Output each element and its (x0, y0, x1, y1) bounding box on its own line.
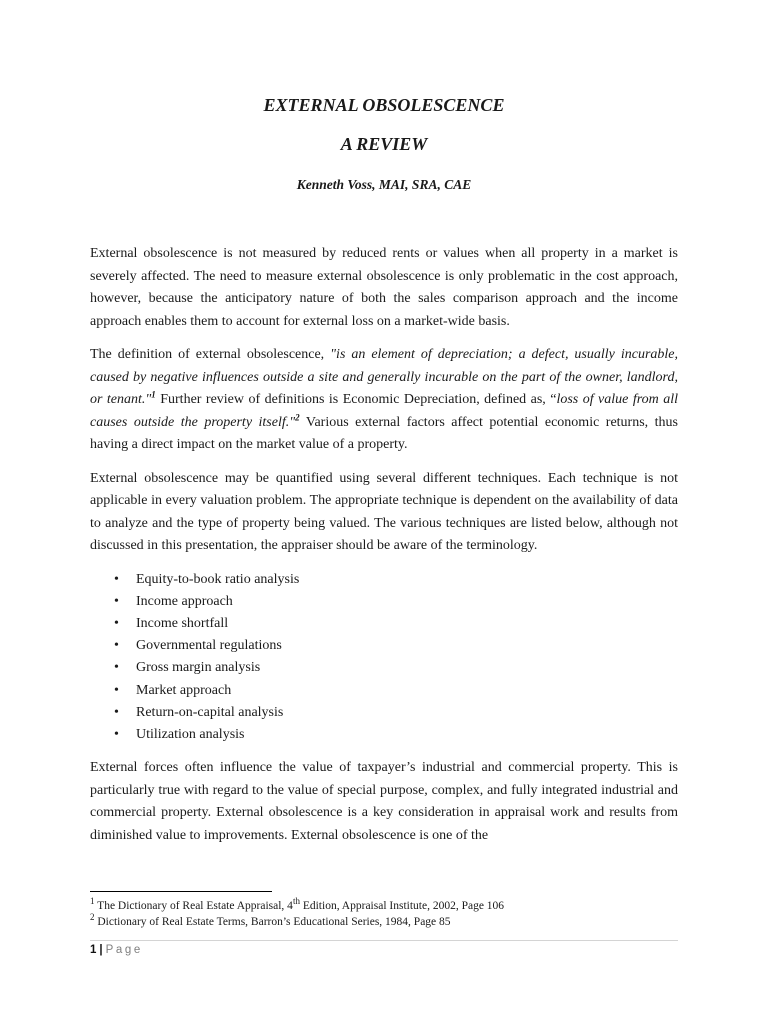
list-item: • Income approach (90, 591, 678, 613)
footnote-divider (90, 891, 272, 892)
paragraph-2-text-b: Further review of definitions is Economic Depreciation, defined as, “ (155, 392, 557, 407)
list-item: • Return-on-capital analysis (90, 702, 678, 724)
list-item: • Income shortfall (90, 613, 678, 635)
paragraph-2 (90, 344, 678, 457)
list-item: • Gross margin analysis (90, 657, 678, 679)
definition-quote-1: "is an element of depreciation; a defect, usually incurable, caused by negative influences outside a site and generally incurable on the part of the owner, landlord, or tenant." (90, 347, 678, 407)
page-label: Page (105, 944, 143, 956)
paragraph-2-text-a: The definition of external obsolescence, (90, 347, 331, 362)
footnote-1-text-a: The Dictionary of Real Estate Appraisal, 4 (94, 900, 293, 912)
techniques-list (90, 569, 678, 747)
footnote-2 (90, 914, 690, 930)
list-item: • Governmental regulations (90, 635, 678, 657)
author-line: Kenneth Voss, MAI, SRA, CAE (296, 177, 472, 192)
page-separator: | (99, 944, 103, 956)
footnote-ref-1: 1 (151, 389, 156, 400)
footnote-1 (90, 898, 690, 914)
list-item: • Equity-to-book ratio analysis (90, 569, 678, 591)
list-item: • Utilization analysis (90, 724, 678, 746)
footnote-1-text-b: Edition, Appraisal Institute, 2002, Page 106 (299, 900, 505, 912)
page-footer (90, 944, 143, 956)
footnote-mark-2: 2 (90, 912, 95, 923)
paragraph-4: External forces often influence the value of taxpayer’s industrial and commercial property. This is particularly true with regard to the value of special purpose, complex, and fully integrated industrial and commercial property. External obsolescence is a key consideration in appraisal work and results from diminished value to improvements. External obsolescence is one of the (90, 760, 678, 843)
list-item: • Market approach (90, 680, 678, 702)
document-title: EXTERNAL OBSOLESCENCE (263, 95, 505, 115)
footnote-1-ordinal: th (292, 896, 300, 907)
footnote-ref-2: 2 (295, 411, 300, 422)
footer-divider (90, 940, 678, 941)
paragraph-2-text-c: Various external factors affect potential economic returns, thus having a direct impact on the market value of a property. (90, 414, 678, 452)
page-number: 1 (90, 944, 97, 956)
paragraph-1: External obsolescence is not measured by reduced rents or values when all property in a market is severely affected. The need to measure external obsolescence is only problematic in the cost approach, however, because the anticipatory nature of both the sales comparison approach and the income approach enables them to account for external loss on a market-wide basis. (90, 246, 678, 329)
document-subtitle: A REVIEW (340, 134, 428, 154)
footnotes (90, 898, 690, 930)
footnote-2-text: Dictionary of Real Estate Terms, Barron’s Educational Series, 1984, Page 85 (94, 916, 451, 928)
definition-quote-2: loss of value from all causes outside the property itself." (90, 392, 678, 430)
paragraph-3: External obsolescence may be quantified using several different techniques. Each technique is not applicable in every valuation problem. The appropriate technique is dependent on the availability of data to analyze and the type of property being valued. The various techniques are listed below, although not discussed in this presentation, the appraiser should be aware of the terminology. (90, 470, 678, 553)
footnote-mark-1: 1 (90, 896, 95, 907)
body-text (90, 243, 678, 858)
